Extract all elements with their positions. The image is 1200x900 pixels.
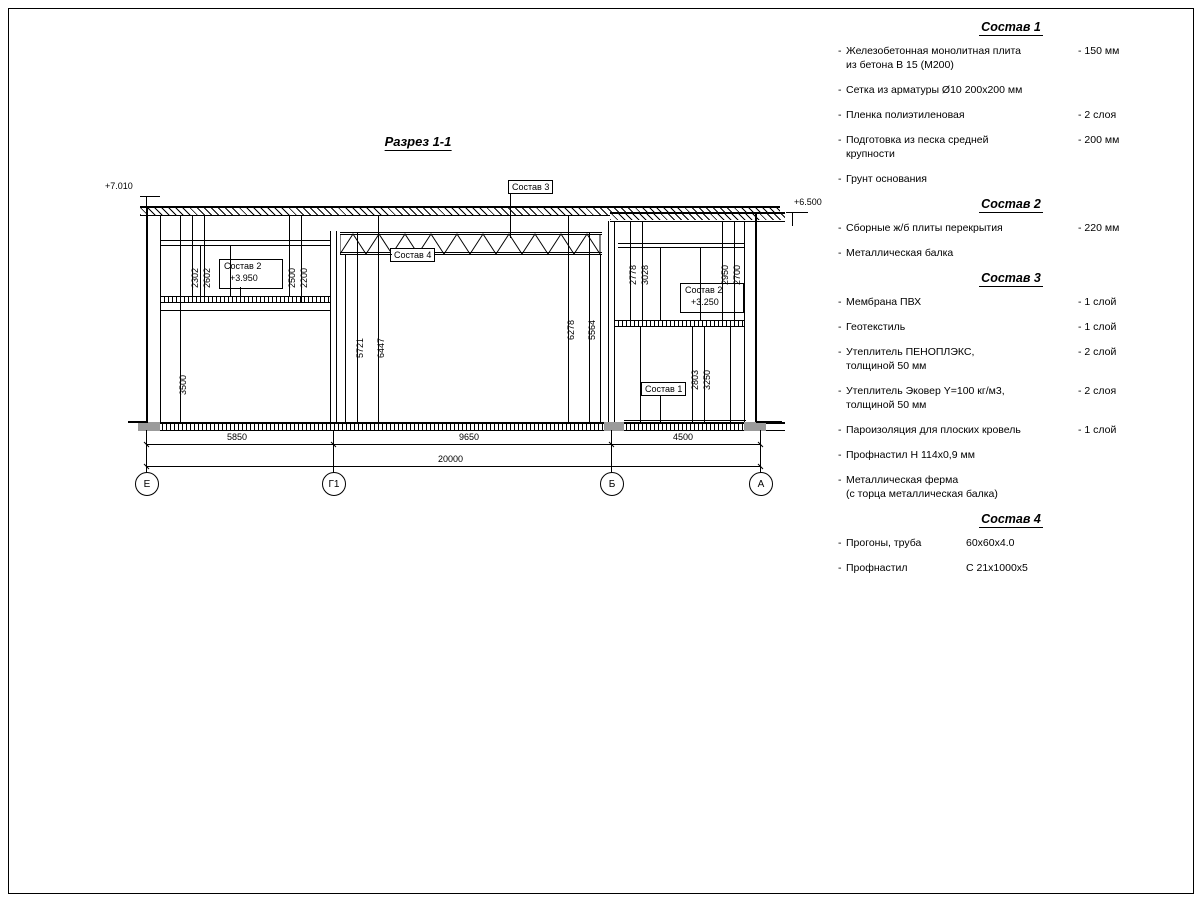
dim-5721: 5721 (355, 337, 365, 358)
legend-row (836, 221, 1186, 235)
foundation-base-a (756, 421, 782, 423)
legend-row-text2: (с торца металлическая балка) (846, 488, 998, 500)
legend-row-text: Профнастил Н 114х0,9 мм (846, 449, 975, 461)
dim-2500: 2500 (287, 267, 297, 288)
axis-bubble-g1: Г1 (322, 472, 346, 496)
callout-sostav-2-right-leader (700, 311, 701, 321)
legend-row-text: Сетка из арматуры Ø10 200х200 мм (846, 84, 1023, 96)
right-floor-bottom (614, 326, 744, 327)
legend-row (836, 133, 1186, 161)
legend-row-text2: крупности (846, 148, 895, 160)
axis-bubble-b: Б (600, 472, 624, 496)
elevation-left-top: +7.010 (105, 181, 133, 191)
foundation-pad-b (604, 422, 624, 431)
right-lower-column-2 (730, 326, 731, 422)
callout-sostav-2-left-leader (240, 287, 241, 297)
dimline-6278 (568, 215, 569, 422)
legend-row-text: Пленка полиэтиленовая (846, 109, 965, 121)
wall-right-outer (755, 212, 757, 423)
legend-title-1: Состав 1 (981, 20, 1041, 34)
legend-row (836, 44, 1186, 72)
legend-row-text: Геотекстиль (846, 321, 906, 333)
elevation-right-leader (786, 212, 808, 213)
callout-sostav-4: Состав 4 (390, 248, 435, 262)
left-partition-1 (200, 245, 201, 296)
dim-chain-line (146, 444, 760, 445)
legend-row (836, 448, 1186, 462)
callout-sostav-3: Состав 3 (508, 180, 553, 194)
overall-dim-line (146, 466, 760, 467)
wall-internal-b-a (608, 221, 609, 423)
section-drawing (0, 0, 830, 520)
wall-left-inner (160, 215, 161, 423)
legend-row-value: 60х60х4.0 (966, 537, 1015, 549)
left-ceiling-line-2 (160, 245, 330, 246)
legend-row-text: Железобетонная монолитная плита (846, 45, 1022, 57)
axis-bubble-a: А (749, 472, 773, 496)
legend-row-text: Мембрана ПВХ (846, 296, 922, 308)
axis-bubble-e: Е (135, 472, 159, 496)
callout-sostav-1-leader (660, 396, 661, 422)
legend-row-text: Металлическая ферма (846, 474, 959, 486)
dimline-5721 (357, 232, 358, 422)
wall-right-inner (744, 221, 745, 423)
dim-2602: 2602 (202, 267, 212, 288)
dim-2200: 2200 (299, 267, 309, 288)
legend-row-value (1078, 172, 1186, 186)
legend-row (836, 536, 1186, 550)
dim-20000: 20000 (438, 454, 464, 464)
legend-row-text: Подготовка из песка средней (846, 134, 989, 146)
wall-internal-g1-a (330, 231, 331, 423)
dimline-6447 (378, 215, 379, 422)
legend-row-text2: толщиной 50 мм (846, 360, 927, 372)
dim-2803: 2803 (690, 369, 700, 390)
legend-row-text: Пароизоляция для плоских кровель (846, 424, 1021, 436)
wall-internal-g1-b (336, 231, 337, 423)
legend-row-text: Утеплитель ПЕНОПЛЭКС, (846, 346, 975, 358)
legend-row (836, 423, 1186, 437)
elevation-left-room: +3.950 (230, 273, 258, 283)
left-ceiling-line (160, 240, 330, 241)
dim-5564: 5564 (587, 319, 597, 340)
right-ceiling-line-2 (618, 247, 744, 248)
right-lower-column-1 (640, 326, 641, 422)
dimline-2602 (204, 215, 205, 302)
callout-sostav-2-left: Состав 2 (224, 261, 262, 271)
legend-title-4: Состав 4 (981, 512, 1041, 526)
legend-row-value (1078, 448, 1186, 462)
legend-row-text: Металлическая балка (846, 247, 954, 259)
callout-sostav-4-leader (386, 254, 392, 255)
legend-row-text2: толщиной 50 мм (846, 399, 927, 411)
legend-row (836, 384, 1186, 412)
legend-row (836, 345, 1186, 373)
roof-right-hatch (610, 214, 785, 220)
roof-right-bottom-line (610, 221, 785, 222)
floor-slab-bottom (140, 430, 785, 431)
elevation-right-arrow (792, 212, 793, 226)
dim-3500: 3500 (178, 374, 188, 395)
legend-row-text2: из бетона В 15 (М200) (846, 59, 954, 71)
legend-row-text: Грунт основания (846, 173, 927, 185)
dim-3250: 3250 (702, 369, 712, 390)
legend-title-3: Состав 3 (981, 271, 1041, 285)
right-lower-floor (624, 420, 746, 421)
legend-row (836, 295, 1186, 309)
hall-vert-1 (345, 254, 346, 422)
right-column-1 (660, 247, 661, 320)
wall-left-outer (146, 206, 148, 423)
legend-row (836, 320, 1186, 334)
foundation-pad-e (138, 422, 160, 431)
legend-row (836, 108, 1186, 122)
hall-vert-2 (600, 254, 601, 422)
legend-row-text: Профнастил (846, 562, 908, 574)
legend-row-value: - 2 слой (1078, 346, 1117, 358)
legend-row (836, 246, 1186, 260)
legend-row-value (1078, 246, 1186, 260)
foundation-base-e (128, 421, 148, 423)
drawing-title: Разрез 1-1 (384, 134, 452, 149)
legend-panel (836, 14, 1186, 586)
legend-row-text: Сборные ж/б плиты перекрытия (846, 222, 1003, 234)
legend-row-value: - 200 мм (1078, 134, 1120, 146)
legend-row (836, 561, 1186, 575)
dim-9650: 9650 (459, 432, 480, 442)
dimline-2200 (301, 215, 302, 302)
callout-sostav-2-left-box (219, 259, 283, 289)
dim-6447: 6447 (376, 337, 386, 358)
dim-2950: 2950 (720, 264, 730, 285)
dim-6278: 6278 (566, 319, 576, 340)
legend-row-value: - 150 мм (1078, 45, 1120, 57)
legend-row-value: - 1 слой (1078, 424, 1117, 436)
legend-title-2: Состав 2 (981, 197, 1041, 211)
legend-row-value: - 1 слой (1078, 296, 1117, 308)
legend-row-text: Прогоны, труба (846, 537, 922, 549)
legend-row (836, 473, 1186, 501)
left-room-line (160, 310, 330, 311)
dim-5850: 5850 (227, 432, 248, 442)
foundation-pad-a (744, 422, 766, 431)
legend-row (836, 172, 1186, 186)
callout-sostav-2-right-box (680, 283, 744, 313)
elevation-right-top: +6.500 (794, 197, 822, 207)
elevation-right-room: +3.250 (691, 297, 719, 307)
dim-3028: 3028 (640, 264, 650, 285)
legend-row-value (1078, 83, 1186, 97)
legend-row (836, 83, 1186, 97)
legend-row-value: - 220 мм (1078, 222, 1120, 234)
legend-row-value: - 2 слоя (1078, 109, 1117, 121)
dim-4500: 4500 (673, 432, 694, 442)
legend-row-text: Утеплитель Эковер Y=100 кг/м3, (846, 385, 1005, 397)
callout-sostav-1: Состав 1 (641, 382, 686, 396)
dim-2302: 2302 (190, 267, 200, 288)
dim-2700: 2700 (732, 264, 742, 285)
legend-row-value: - 2 слоя (1078, 385, 1117, 397)
right-ceiling-line (618, 243, 744, 244)
elevation-left-leader (140, 196, 160, 197)
legend-row-value: - 1 слой (1078, 321, 1117, 333)
left-floor-bottom (160, 302, 330, 303)
dim-2778: 2778 (628, 264, 638, 285)
legend-row-value (1078, 473, 1186, 501)
legend-row-value: С 21х1000х5 (966, 562, 1028, 574)
truss-web-members (340, 232, 603, 256)
callout-sostav-3-leader (510, 194, 511, 238)
callout-sostav-2-right: Состав 2 (685, 285, 723, 295)
